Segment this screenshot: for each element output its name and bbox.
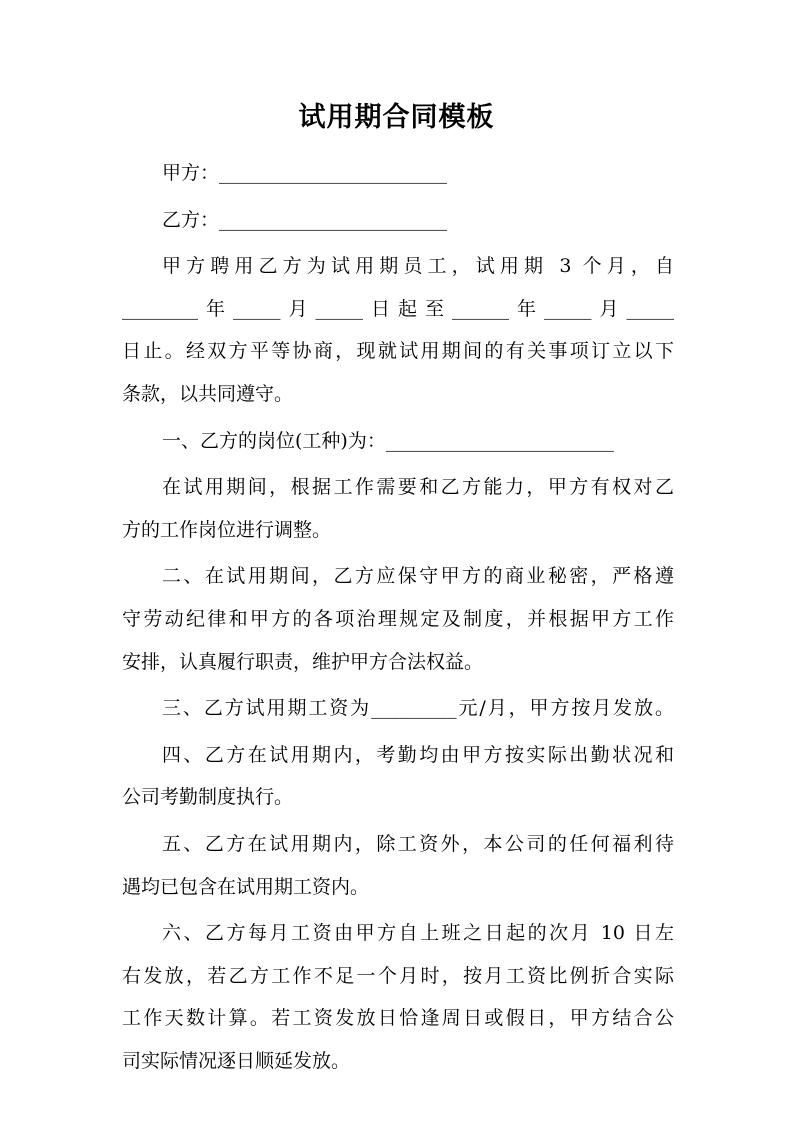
document-line: 公司考勤制度执行。: [122, 786, 294, 809]
document-line: 右发放，若乙方工作不足一个月时，按月工资比例折合实际: [122, 964, 674, 987]
document-line: 甲方：________________________: [162, 162, 448, 184]
document-body: [122, 152, 674, 1082]
document-line: 遇均已包含在试用期工资内。: [122, 875, 370, 898]
document-line: 四、乙方在试用期内，考勤均由甲方按实际出勤状况和: [162, 743, 674, 766]
document-line: 甲方聘用乙方为试用期员工，试用期 3 个月，自: [162, 255, 674, 278]
document-line: 一、乙方的岗位(工种)为：________________________: [162, 429, 614, 452]
document-line: 五、乙方在试用期内，除工资外，本公司的任何福利待: [162, 832, 674, 855]
document-line: ________年_____月_____日起至______年_____月_____: [122, 297, 674, 320]
document-title: 试用期合同模板: [298, 102, 495, 133]
document-line: 方的工作岗位进行调整。: [122, 518, 332, 541]
document-line: 六、乙方每月工资由甲方自上班之日起的次月 10 日左: [162, 922, 674, 945]
document-line: 二、在试用期间，乙方应保守甲方的商业秘密，严格遵: [162, 565, 674, 588]
document-line: 司实际情况逐日顺延发放。: [122, 1049, 351, 1072]
document-line: 安排，认真履行职责，维护甲方合法权益。: [122, 650, 484, 673]
document-line: 工作天数计算。若工资发放日恰逢周日或假日，甲方结合公: [122, 1007, 674, 1030]
document-line: 在试用期间，根据工作需要和乙方能力，甲方有权对乙: [162, 476, 674, 499]
document-line: 乙方：________________________: [162, 208, 448, 231]
document-line: 条款，以共同遵守。: [122, 382, 294, 405]
document-line: 三、乙方试用期工资为_________元/月，甲方按月发放。: [162, 697, 674, 720]
document-line: 守劳动纪律和甲方的各项治理规定及制度，并根据甲方工作: [122, 607, 674, 630]
document-line: 日止。经双方平等协商，现就试用期间的有关事项订立以下: [122, 340, 674, 363]
